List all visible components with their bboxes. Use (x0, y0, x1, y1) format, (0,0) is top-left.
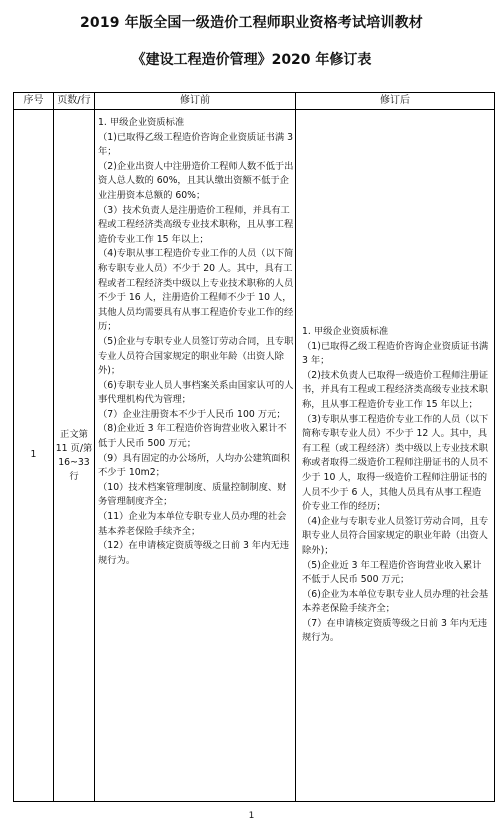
row-seq-cell (14, 110, 53, 801)
before-item: （9）具有固定的办公场所，人均办公建筑面积不少于 10m2； (98, 452, 290, 479)
page-number: 1 (248, 811, 255, 821)
before-item: （8)企业近 3 年工程造价咨询营业收入累计不低于人民币 500 万元； (98, 423, 287, 450)
before-item: （1)已取得乙级工程造价咨询企业资质证书满 3 年； (98, 131, 294, 158)
after-item: （7）在申请核定资质等级之日前 3 年内无违规行为。 (302, 617, 488, 644)
row-page-cell (54, 110, 94, 801)
header-before: 修订前 (180, 95, 210, 106)
before-item: （3）技术负责人是注册造价工程师，并具有工程或工程经济类高级专业技术职称，且从事工程造价专业工作 15 年以上； (98, 204, 294, 245)
before-item: （11）企业为本单位专职专业人员办理的社会基本养老保险手续齐全； (98, 511, 287, 537)
row-page: 正文第 11 页/第 16~33 行 (55, 428, 93, 482)
after-item: （6)企业为本单位专职专业人员办理的社会基本养老保险手续齐全； (302, 588, 489, 615)
before-item: （12）在申请核定资质等级之日前 3 年内无违规行为。 (98, 540, 289, 566)
after-item: （4)企业与专职专业人员签订劳动合同，且专职专业人员符合国家规定的职业年龄（出资人除外)； (302, 515, 489, 556)
after-item: 1. 甲级企业资质标准 (302, 326, 389, 337)
document-subtitle: 《建设工程造价管理》2020 年修订表 (131, 52, 372, 68)
before-item: （4)专职从事工程造价专业工作的人员（以下简称专职专业人员）不少于 20 人。其中，具有工程或者工程经济类中级以上专业技术职称的人员不少于 16 人，注册造价工程师不少于 10 人，其他人员均需要具有从事工程造价专业工作的经历； (98, 248, 294, 333)
before-item: （6)专职专业人员人事档案关系由国家认可的人事代理机构代为管理； (98, 379, 294, 406)
table-header (14, 93, 494, 110)
after-item: （3)专职从事工程造价专业工作的人员（以下简称专职专业人员）不少于 12 人。其中，具有工程（或工程经济）类中级以上专业技术职称或者取得二级造价工程师注册证书的人员不少于 10 人，取得一级造价工程师注册证书的人员不少于 6 人，其他人员具有从事工程造价专业工作的经历； (302, 413, 489, 513)
column-divider (94, 93, 95, 801)
after-item: （5)企业近 3 年工程造价咨询营业收入累计不低于人民币 500 万元； (302, 559, 482, 586)
before-cell (98, 116, 294, 568)
after-cell (302, 325, 489, 646)
after-item: （1)已取得乙级工程造价咨询企业资质证书满 3 年； (302, 340, 489, 367)
header-page: 页数/行 (57, 95, 91, 106)
document-title: 2019 年版全国一级造价工程师职业资格考试培训教材 (79, 15, 424, 31)
row-seq: 1 (30, 449, 37, 461)
before-item: （2)企业出资人中注册造价工程师人数不低于出资人总人数的 60%，且其认缴出资额不低于企业注册资本总额的 60%； (98, 160, 294, 201)
header-after: 修订后 (380, 95, 410, 106)
before-item: 1. 甲级企业资质标准 (98, 117, 185, 128)
before-item: （7）企业注册资本不少于人民币 100 万元； (98, 408, 286, 420)
after-item: （2)技术负责人已取得一级造价工程师注册证书，并具有工程或工程经济类高级专业技术职称，且从事工程造价专业工作 15 年以上； (302, 369, 489, 410)
column-divider (295, 93, 296, 801)
revision-table (13, 92, 495, 802)
before-item: （10）技术档案管理制度、质量控制制度、财务管理制度齐全； (98, 481, 287, 508)
header-seq: 序号 (23, 95, 44, 106)
before-item: （5)企业与专职专业人员签订劳动合同，且专职专业人员符合国家规定的职业年龄（出资人除外)； (98, 335, 294, 377)
